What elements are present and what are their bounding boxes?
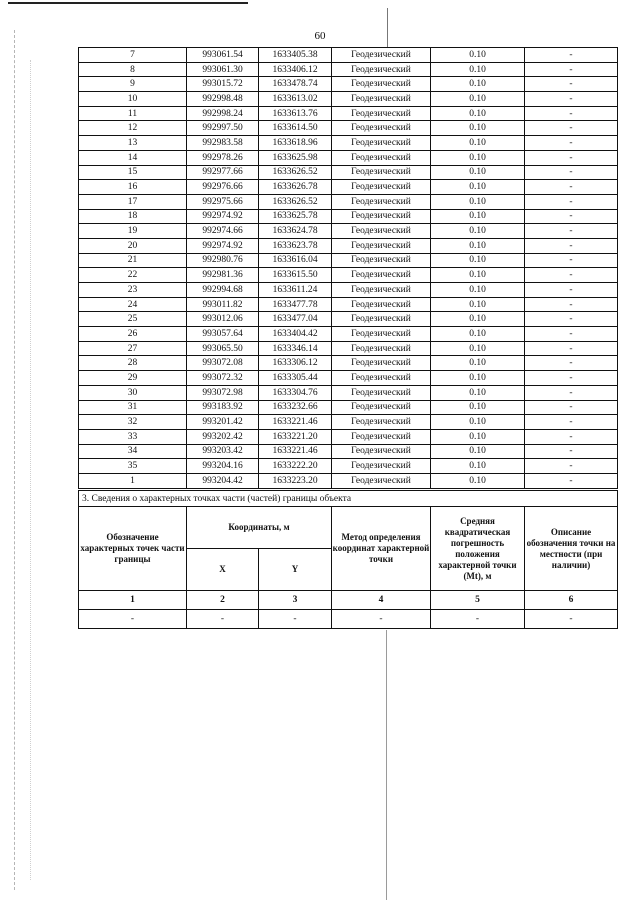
table-row	[79, 444, 618, 459]
error-cell: 0.10	[431, 283, 525, 298]
section3-table	[78, 490, 618, 629]
table-row	[79, 48, 618, 63]
table-row	[79, 92, 618, 107]
description-cell: -	[525, 268, 618, 283]
method-cell: Геодезический	[332, 268, 431, 283]
y-coordinate-cell: 1633626.52	[259, 194, 332, 209]
description-cell: -	[525, 385, 618, 400]
point-number-cell: 26	[79, 327, 187, 342]
error-cell: 0.10	[431, 473, 525, 488]
x-coordinate-cell: 993072.08	[187, 356, 259, 371]
method-cell: Геодезический	[332, 136, 431, 151]
point-number-cell: 13	[79, 136, 187, 151]
method-cell: Геодезический	[332, 297, 431, 312]
method-cell: Геодезический	[332, 429, 431, 444]
error-cell: 0.10	[431, 341, 525, 356]
description-cell: -	[525, 253, 618, 268]
x-coordinate-cell: 993072.98	[187, 385, 259, 400]
method-cell: Геодезический	[332, 209, 431, 224]
table-row	[79, 180, 618, 195]
error-cell: 0.10	[431, 312, 525, 327]
table-row	[79, 312, 618, 327]
description-cell: -	[525, 238, 618, 253]
x-coordinate-cell: 993015.72	[187, 77, 259, 92]
y-coordinate-cell: 1633405.38	[259, 48, 332, 63]
table-row	[79, 136, 618, 151]
error-cell: 0.10	[431, 209, 525, 224]
coordinates-table-body	[79, 48, 618, 489]
description-cell: -	[525, 415, 618, 430]
x-coordinate-cell: 993011.82	[187, 297, 259, 312]
description-cell: -	[525, 283, 618, 298]
x-coordinate-cell: 992998.24	[187, 106, 259, 121]
error-cell: 0.10	[431, 92, 525, 107]
y-coordinate-cell: 1633477.78	[259, 297, 332, 312]
point-number-cell: 31	[79, 400, 187, 415]
description-cell: -	[525, 371, 618, 386]
scan-artifact-margin	[14, 30, 16, 890]
method-cell: Геодезический	[332, 371, 431, 386]
method-cell: Геодезический	[332, 106, 431, 121]
scan-artifact-fold-bottom	[386, 630, 387, 900]
error-cell: 0.10	[431, 415, 525, 430]
table-row	[79, 459, 618, 474]
description-cell: -	[525, 444, 618, 459]
description-cell: -	[525, 62, 618, 77]
header-x: X	[187, 549, 259, 591]
point-number-cell: 9	[79, 77, 187, 92]
table-row	[79, 209, 618, 224]
method-cell: Геодезический	[332, 48, 431, 63]
x-coordinate-cell: 992974.66	[187, 224, 259, 239]
method-cell: Геодезический	[332, 121, 431, 136]
x-coordinate-cell: 993183.92	[187, 400, 259, 415]
error-cell: 0.10	[431, 356, 525, 371]
table-row	[79, 385, 618, 400]
y-coordinate-cell: 1633616.04	[259, 253, 332, 268]
y-coordinate-cell: 1633221.46	[259, 415, 332, 430]
point-number-cell: 10	[79, 92, 187, 107]
description-cell: -	[525, 356, 618, 371]
method-cell: Геодезический	[332, 150, 431, 165]
x-coordinate-cell: 992976.66	[187, 180, 259, 195]
point-number-cell: 14	[79, 150, 187, 165]
error-cell: 0.10	[431, 385, 525, 400]
error-cell: 0.10	[431, 62, 525, 77]
y-coordinate-cell: 1633613.76	[259, 106, 332, 121]
header-y: Y	[259, 549, 332, 591]
x-coordinate-cell: 992974.92	[187, 209, 259, 224]
x-coordinate-cell: 992981.36	[187, 268, 259, 283]
x-coordinate-cell: 993203.42	[187, 444, 259, 459]
x-coordinate-cell: 993072.32	[187, 371, 259, 386]
empty-cell: -	[79, 610, 187, 629]
point-number-cell: 23	[79, 283, 187, 298]
table-row	[79, 297, 618, 312]
error-cell: 0.10	[431, 121, 525, 136]
x-coordinate-cell: 992975.66	[187, 194, 259, 209]
scan-artifact-fold-top	[387, 8, 388, 48]
x-coordinate-cell: 993061.54	[187, 48, 259, 63]
x-coordinate-cell: 993061.30	[187, 62, 259, 77]
error-cell: 0.10	[431, 253, 525, 268]
y-coordinate-cell: 1633404.42	[259, 327, 332, 342]
point-number-cell: 33	[79, 429, 187, 444]
description-cell: -	[525, 136, 618, 151]
description-cell: -	[525, 209, 618, 224]
y-coordinate-cell: 1633626.78	[259, 180, 332, 195]
method-cell: Геодезический	[332, 238, 431, 253]
table-row	[79, 356, 618, 371]
y-coordinate-cell: 1633221.20	[259, 429, 332, 444]
point-number-cell: 16	[79, 180, 187, 195]
description-cell: -	[525, 473, 618, 488]
point-number-cell: 17	[79, 194, 187, 209]
x-coordinate-cell: 992997.50	[187, 121, 259, 136]
method-cell: Геодезический	[332, 415, 431, 430]
description-cell: -	[525, 121, 618, 136]
table-row	[79, 268, 618, 283]
error-cell: 0.10	[431, 400, 525, 415]
x-coordinate-cell: 993057.64	[187, 327, 259, 342]
point-number-cell: 35	[79, 459, 187, 474]
y-coordinate-cell: 1633625.78	[259, 209, 332, 224]
header-description: Описание обозначения точки на местности (при наличии)	[525, 507, 618, 591]
description-cell: -	[525, 165, 618, 180]
x-coordinate-cell: 993204.42	[187, 473, 259, 488]
description-cell: -	[525, 77, 618, 92]
table-row	[79, 400, 618, 415]
error-cell: 0.10	[431, 371, 525, 386]
point-number-cell: 1	[79, 473, 187, 488]
error-cell: 0.10	[431, 444, 525, 459]
table-row	[79, 224, 618, 239]
error-cell: 0.10	[431, 180, 525, 195]
table-row	[79, 253, 618, 268]
description-cell: -	[525, 106, 618, 121]
table-row	[79, 165, 618, 180]
point-number-cell: 15	[79, 165, 187, 180]
point-number-cell: 29	[79, 371, 187, 386]
point-number-cell: 19	[79, 224, 187, 239]
column-number: 2	[187, 591, 259, 610]
error-cell: 0.10	[431, 224, 525, 239]
section3-title: 3. Сведения о характерных точках части (частей) границы объекта	[79, 491, 618, 507]
method-cell: Геодезический	[332, 165, 431, 180]
description-cell: -	[525, 194, 618, 209]
y-coordinate-cell: 1633406.12	[259, 62, 332, 77]
error-cell: 0.10	[431, 327, 525, 342]
column-number: 5	[431, 591, 525, 610]
empty-cell: -	[525, 610, 618, 629]
empty-cell: -	[187, 610, 259, 629]
y-coordinate-cell: 1633304.76	[259, 385, 332, 400]
method-cell: Геодезический	[332, 77, 431, 92]
x-coordinate-cell: 993065.50	[187, 341, 259, 356]
description-cell: -	[525, 400, 618, 415]
error-cell: 0.10	[431, 136, 525, 151]
y-coordinate-cell: 1633614.50	[259, 121, 332, 136]
scan-artifact-line	[8, 2, 248, 4]
table-row	[79, 429, 618, 444]
x-coordinate-cell: 993202.42	[187, 429, 259, 444]
y-coordinate-cell: 1633624.78	[259, 224, 332, 239]
table-row	[79, 194, 618, 209]
method-cell: Геодезический	[332, 459, 431, 474]
description-cell: -	[525, 48, 618, 63]
point-number-cell: 28	[79, 356, 187, 371]
x-coordinate-cell: 992998.48	[187, 92, 259, 107]
method-cell: Геодезический	[332, 283, 431, 298]
column-number: 1	[79, 591, 187, 610]
table-row	[79, 327, 618, 342]
point-number-cell: 21	[79, 253, 187, 268]
y-coordinate-cell: 1633625.98	[259, 150, 332, 165]
y-coordinate-cell: 1633623.78	[259, 238, 332, 253]
y-coordinate-cell: 1633346.14	[259, 341, 332, 356]
page-number: 60	[314, 30, 326, 42]
y-coordinate-cell: 1633306.12	[259, 356, 332, 371]
method-cell: Геодезический	[332, 444, 431, 459]
point-number-cell: 27	[79, 341, 187, 356]
method-cell: Геодезический	[332, 224, 431, 239]
y-coordinate-cell: 1633611.24	[259, 283, 332, 298]
header-error: Средняя квадратическая погрешность положения характерной точки (Mt), м	[431, 507, 525, 591]
error-cell: 0.10	[431, 150, 525, 165]
error-cell: 0.10	[431, 194, 525, 209]
method-cell: Геодезический	[332, 400, 431, 415]
table-row	[79, 62, 618, 77]
x-coordinate-cell: 992977.66	[187, 165, 259, 180]
table-row	[79, 415, 618, 430]
point-number-cell: 18	[79, 209, 187, 224]
method-cell: Геодезический	[332, 473, 431, 488]
method-cell: Геодезический	[332, 180, 431, 195]
header-method: Метод определения координат характерной точки	[332, 507, 431, 591]
y-coordinate-cell: 1633478.74	[259, 77, 332, 92]
point-number-cell: 30	[79, 385, 187, 400]
y-coordinate-cell: 1633223.20	[259, 473, 332, 488]
table-row	[79, 106, 618, 121]
column-number: 3	[259, 591, 332, 610]
x-coordinate-cell: 992974.92	[187, 238, 259, 253]
method-cell: Геодезический	[332, 327, 431, 342]
point-number-cell: 25	[79, 312, 187, 327]
error-cell: 0.10	[431, 268, 525, 283]
error-cell: 0.10	[431, 48, 525, 63]
scan-artifact-margin-inner	[30, 60, 32, 880]
column-number: 4	[332, 591, 431, 610]
point-number-cell: 7	[79, 48, 187, 63]
table-row	[79, 473, 618, 488]
header-designation: Обозначение характерных точек части границы	[79, 507, 187, 591]
description-cell: -	[525, 297, 618, 312]
error-cell: 0.10	[431, 459, 525, 474]
table-row	[79, 121, 618, 136]
description-cell: -	[525, 459, 618, 474]
table-row	[79, 150, 618, 165]
y-coordinate-cell: 1633222.20	[259, 459, 332, 474]
y-coordinate-cell: 1633221.46	[259, 444, 332, 459]
empty-cell: -	[259, 610, 332, 629]
y-coordinate-cell: 1633305.44	[259, 371, 332, 386]
x-coordinate-cell: 992978.26	[187, 150, 259, 165]
description-cell: -	[525, 92, 618, 107]
point-number-cell: 22	[79, 268, 187, 283]
description-cell: -	[525, 341, 618, 356]
x-coordinate-cell: 992980.76	[187, 253, 259, 268]
point-number-cell: 24	[79, 297, 187, 312]
point-number-cell: 34	[79, 444, 187, 459]
description-cell: -	[525, 429, 618, 444]
method-cell: Геодезический	[332, 62, 431, 77]
x-coordinate-cell: 993201.42	[187, 415, 259, 430]
description-cell: -	[525, 224, 618, 239]
empty-cell: -	[332, 610, 431, 629]
error-cell: 0.10	[431, 238, 525, 253]
y-coordinate-cell: 1633626.52	[259, 165, 332, 180]
coordinates-table	[78, 47, 618, 489]
error-cell: 0.10	[431, 165, 525, 180]
method-cell: Геодезический	[332, 312, 431, 327]
x-coordinate-cell: 993204.16	[187, 459, 259, 474]
table-row	[79, 341, 618, 356]
y-coordinate-cell: 1633613.02	[259, 92, 332, 107]
table-row	[79, 77, 618, 92]
x-coordinate-cell: 992994.68	[187, 283, 259, 298]
description-cell: -	[525, 150, 618, 165]
y-coordinate-cell: 1633615.50	[259, 268, 332, 283]
x-coordinate-cell: 993012.06	[187, 312, 259, 327]
error-cell: 0.10	[431, 429, 525, 444]
x-coordinate-cell: 992983.58	[187, 136, 259, 151]
method-cell: Геодезический	[332, 341, 431, 356]
header-coordinates: Координаты, м	[187, 507, 332, 549]
y-coordinate-cell: 1633618.96	[259, 136, 332, 151]
description-cell: -	[525, 312, 618, 327]
column-number: 6	[525, 591, 618, 610]
error-cell: 0.10	[431, 297, 525, 312]
method-cell: Геодезический	[332, 194, 431, 209]
method-cell: Геодезический	[332, 253, 431, 268]
table-row	[79, 371, 618, 386]
method-cell: Геодезический	[332, 385, 431, 400]
table-row	[79, 283, 618, 298]
method-cell: Геодезический	[332, 356, 431, 371]
method-cell: Геодезический	[332, 92, 431, 107]
point-number-cell: 32	[79, 415, 187, 430]
y-coordinate-cell: 1633477.04	[259, 312, 332, 327]
error-cell: 0.10	[431, 77, 525, 92]
table-row	[79, 238, 618, 253]
description-cell: -	[525, 327, 618, 342]
point-number-cell: 8	[79, 62, 187, 77]
point-number-cell: 12	[79, 121, 187, 136]
y-coordinate-cell: 1633232.66	[259, 400, 332, 415]
point-number-cell: 11	[79, 106, 187, 121]
description-cell: -	[525, 180, 618, 195]
error-cell: 0.10	[431, 106, 525, 121]
empty-cell: -	[431, 610, 525, 629]
point-number-cell: 20	[79, 238, 187, 253]
